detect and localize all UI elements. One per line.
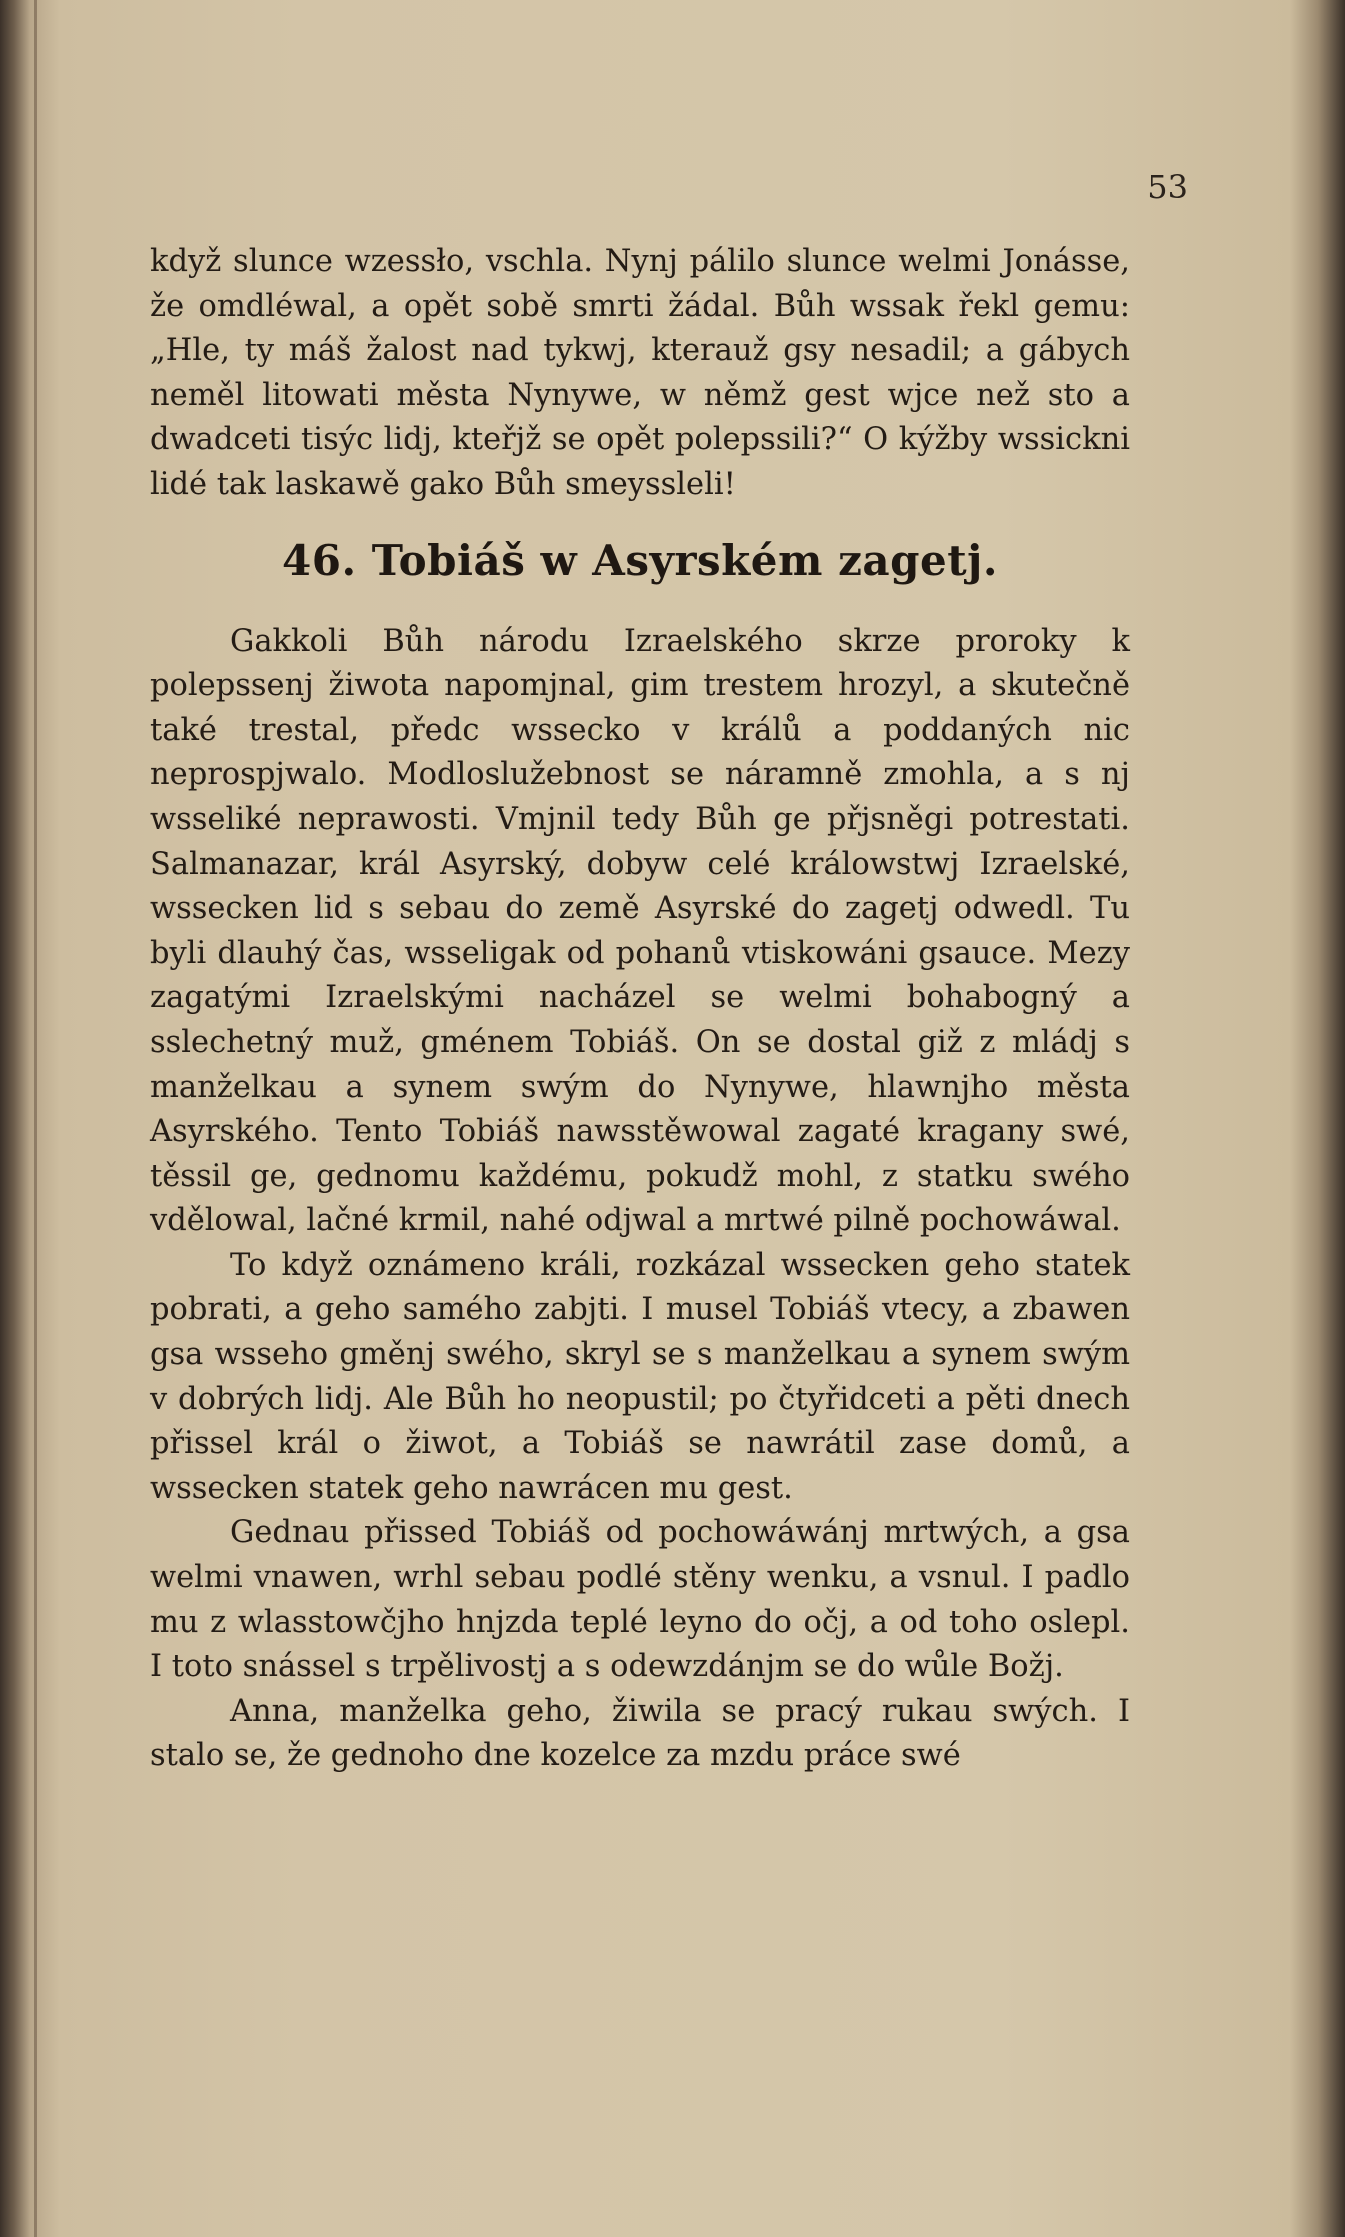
section-paragraph-4: Anna, manželka geho, žiwila se pracý rukau swých. I stalo se, že gednoho dne kozelce za mzdu práce swé — [150, 1693, 1130, 1774]
section-heading: 46. Tobiáš w Asyrském zagetj. — [282, 535, 998, 585]
text-block — [150, 240, 1130, 1779]
page-number: 53 — [1147, 168, 1188, 206]
section-paragraph-2: To když oznámeno králi, rozkázal wssecken geho statek pobrati, a geho samého zabjti. I musel Tobiáš vtecy, a zbawen gsa wsseho gměnj swého, skryl se s manželkau a synem swým v dobrých lidj. Ale Bůh ho neopustil; po čtyřidceti a pěti dnech přissel král o žiwot, a Tobiáš se nawrátil zase domů, a wssecken statek geho nawrácen mu gest. — [150, 1247, 1130, 1506]
paragraph-continued: když slunce wzessło, vschla. Nynj pálilo slunce welmi Jonásse, že omdléwal, a opět sobě smrti žádal. Bůh wssak řekl gemu: „Hle, ty máš žalost nad tykwj, kterauž gsy nesadil; a gábych neměl litowati města Nynywe, w němž gest wjce než sto a dwadceti tisýc lidj, kteřjž se opět polepssili?“ O kýžby wssickni lidé tak laskawě gako Bůh smeyssleli! — [150, 244, 1130, 502]
section-paragraph-3: Gednau přissed Tobiáš od pochowáwánj mrtwých, a gsa welmi vnawen, wrhl sebau podlé stěny wenku, a vsnul. I padlo mu z wlasstowčjho hnjzda teplé leyno do očj, a od toho oslepl. I toto snássel s trpělivostj a s odewzdánjm se do wůle Božj. — [150, 1515, 1130, 1685]
section-paragraph-1: Gakkoli Bůh národu Izraelského skrze proroky k polepssenj žiwota napomjnal, gim trestem hrozyl, a skutečně také trestal, předc wssecko v králů a poddaných nic neprospjwalo. Modloslužebnost se náramně zmohla, a s nj wsseliké neprawosti. Vmjnil tedy Bůh ge přjsněgi potrestati. Salmanazar, král Asyrský, dobyw celé králowstwj Izraelské, wssecken lid s sebau do země Asyrské do zagetj odwedl. Tu byli dlauhý čas, wsseligak od pohanů vtiskowáni gsauce. Mezy zagatými Izraelskými nacházel se welmi bohabogný a sslechetný muž, gménem Tobiáš. On se dostal giž z mládj s manželkau a synem swým do Nynywe, hlawnjho města Asyrského. Tento Tobiáš nawsstěwowal zagaté kragany swé, těssil ge, gednomu každému, pokudž mohl, z statku swého vdělowal, lačné krmil, nahé odjwal a mrtwé pilně pochowáwal. — [150, 623, 1130, 1239]
page-gutter — [34, 0, 37, 2237]
